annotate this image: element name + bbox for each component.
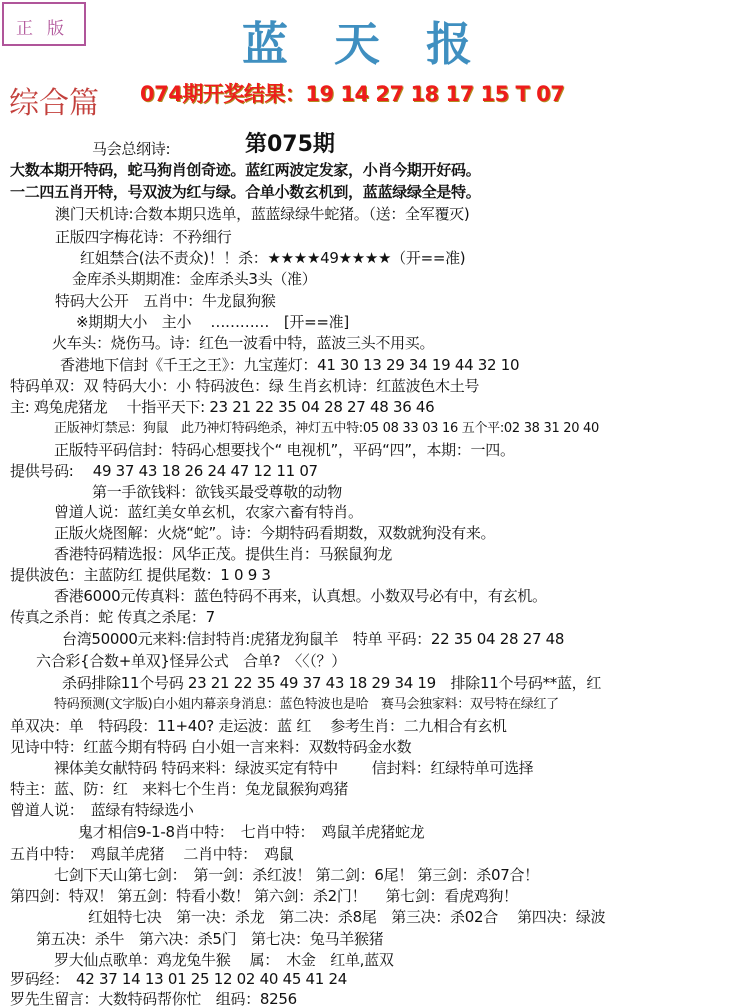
poem-line-2: 一二四五肖开特，号双波为红与绿。合单小数玄机到，蓝蓝绿绿全是特。: [10, 183, 481, 201]
song-list: 罗大仙点歌单：鸡龙兔牛猴 属： 木金 红单,蓝双: [54, 951, 394, 969]
beauty-info: 裸体美女献特码 特码来料：绿波买定有特中 信封料：红绿特单可选择: [54, 759, 534, 777]
red-sister-decisions-2: 第五决：杀牛 第六决：杀5门 第七决：兔马羊猴猪: [36, 930, 384, 948]
fire-diagram: 正版火烧图解：火烧“蛇”。诗：今期特码看期数，双数就狗没有来。: [54, 524, 496, 542]
authentic-stamp: 正版: [2, 2, 86, 46]
five-zodiac: 五肖中特： 鸡鼠羊虎猪 二肖中特： 鸡鼠: [10, 845, 294, 863]
fax-kill: 传真之杀肖：蛇 传真之杀尾：7: [10, 608, 215, 626]
poem-heading: 马会总纲诗:: [92, 140, 171, 158]
big-small-line: ※期期大小 主小 ………… [开==准]: [76, 313, 349, 331]
red-sister-forbidden: 红姐禁合(法不责众)！！杀：★★★★49★★★★（开==准): [80, 249, 466, 267]
treasury-kill: 金库杀头期期准：金库杀头3头（准）: [72, 270, 317, 288]
excluded-numbers: 杀码排除11个号码 23 21 22 35 49 37 43 18 29 34 19 排除11个号码**蓝，红: [62, 674, 602, 692]
first-hand-info: 第一手欲钱料：欲钱买最受尊敬的动物: [92, 483, 342, 501]
hk-selection: 香港特码精选报：风华正茂。提供生肖：马猴鼠狗龙: [54, 545, 393, 563]
red-sister-decisions-1: 红姐特七决 第一决：杀龙 第二决：杀8尾 第三决：杀02合 第四决：绿波: [88, 908, 606, 926]
flat-code-envelope: 正版特平码信封：特码心想要找个“ 电视机”，平码“四”，本期：一四。: [54, 441, 515, 459]
poem-special: 见诗中特：红蓝今期有特码 白小姐一言来料：双数特码金水数: [10, 738, 412, 756]
taoist-blue-green: 曾道人说： 蓝绿有特绿选小: [10, 801, 194, 819]
train-head: 火车头：烧伤马。诗：红色一波看中特，蓝波三头不用买。: [52, 334, 435, 352]
poem-line-1: 大数本期开特码，蛇马狗肖创奇迹。蓝红两波定发家，小肖今期开好码。: [10, 161, 481, 179]
previous-result-banner: 074期开奖结果：19 14 27 18 17 15 T 07: [140, 82, 565, 106]
prediction-text: 特码预测(文字版)白小姐内幕亲身消息：蓝色特波也是哈 赛马会独家料：双号特在绿红了: [54, 697, 559, 712]
taoist-said: 曾道人说：蓝红美女单玄机，农家六畜有特肖。: [54, 503, 363, 521]
main-zodiac: 主: 鸡兔虎猪龙 十指平天下: 23 21 22 35 04 28 27 48 36 46: [10, 398, 435, 416]
formula-line: 六合彩{合数+单双}怪异公式 合单? 〈〈（？）: [36, 652, 346, 670]
special-code-public: 特码大公开 五肖中：牛龙鼠狗猴: [55, 292, 276, 310]
taiwan-info: 台湾50000元来料:信封特肖:虎猪龙狗鼠羊 特单 平码：22 35 04 28 27 48: [62, 630, 565, 648]
macau-poem: 澳门天机诗:合数本期只选单，蓝蓝绿绿牛蛇猪。（送：全军覆灭): [55, 205, 470, 223]
section-title: 综合篇: [9, 86, 99, 121]
provided-colors: 提供波色：主蓝防红 提供尾数：1 0 9 3: [10, 566, 271, 584]
luo-message: 罗先生留言：大数特码帮你忙 组码：8256: [10, 990, 297, 1008]
luo-code: 罗码经： 42 37 14 13 01 25 12 02 40 45 41 24: [10, 970, 347, 988]
seven-swords-2: 第四剑：特双！ 第五剑：特看小数！ 第六剑：杀2门！ 第七剑：看虎鸡狗！: [10, 887, 518, 905]
ghost-prediction: 鬼才相信9-1-8肖中特： 七肖中特： 鸡鼠羊虎猪蛇龙: [78, 823, 425, 841]
newspaper-masthead: 蓝天报: [242, 17, 518, 71]
hk-envelope: 香港地下信封《千王之王》：九宝莲灯：41 30 13 29 34 19 44 32 10: [60, 356, 520, 374]
lamp-taboo: 正版神灯禁忌：狗鼠 此乃神灯特码绝杀，神灯五中特:05 08 33 03 16 五个平:02 38 31 20 40: [54, 421, 599, 436]
special-main: 特主：蓝、防：红 来料七个生肖：兔龙鼠猴狗鸡猪: [10, 780, 349, 798]
issue-number: 第075期: [245, 132, 335, 157]
odd-even-decision: 单双决：单 特码段：11+40? 走运波：蓝 红 参考生肖：二九相合有玄机: [10, 717, 507, 735]
plum-poem: 正版四字梅花诗：不矜细行: [55, 228, 232, 246]
odd-even-line: 特码单双：双 特码大小：小 特码波色：绿 生肖玄机诗：红蓝波色木土号: [10, 377, 480, 395]
fax-info: 香港6000元传真料：蓝色特码不再来，认真想。小数双号必有中，有玄机。: [54, 587, 547, 605]
provided-numbers: 提供号码: 49 37 43 18 26 24 47 12 11 07: [10, 462, 318, 480]
seven-swords-1: 七剑下天山第七剑： 第一剑：杀红波！ 第二剑：6尾！ 第三剑：杀07合！: [54, 866, 539, 884]
